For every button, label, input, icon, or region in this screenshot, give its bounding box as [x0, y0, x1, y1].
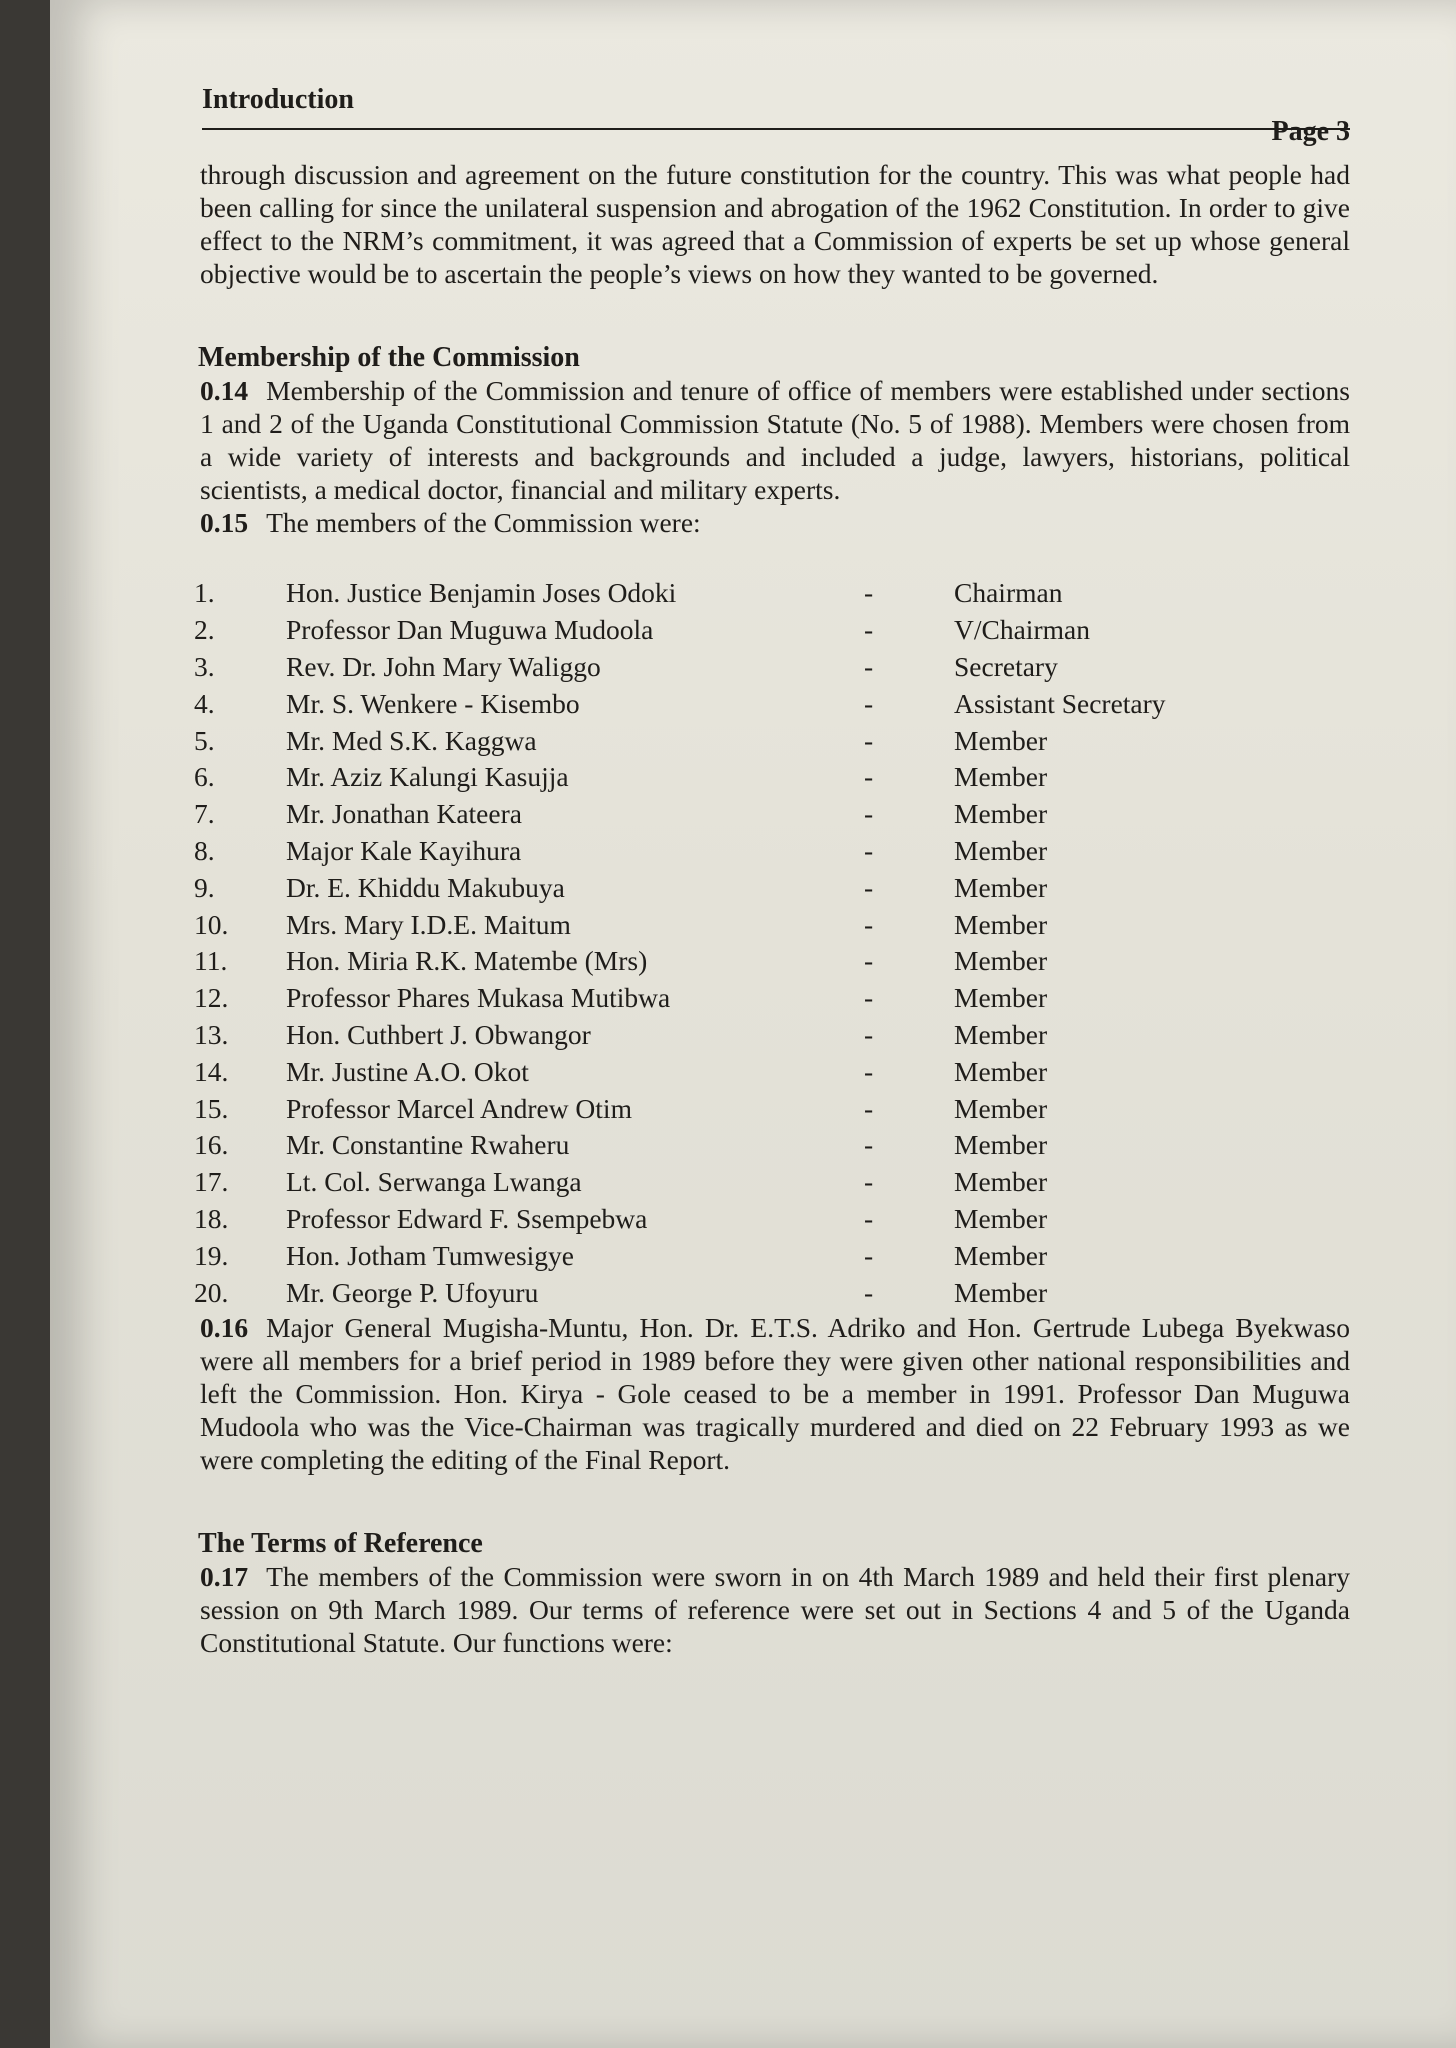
member-row	[194, 906, 1314, 943]
member-row	[194, 575, 1314, 612]
member-name: Mr. Aziz Kalungi Kasujja	[286, 761, 569, 793]
member-role: Member	[954, 1092, 1048, 1124]
member-role: Member	[954, 761, 1048, 793]
paragraph-number: 0.16	[200, 1311, 249, 1343]
member-row	[194, 1127, 1314, 1164]
member-row	[194, 1090, 1314, 1127]
member-row	[194, 1053, 1314, 1090]
member-name: Professor Edward F. Ssempebwa	[286, 1202, 648, 1234]
member-role: Member	[954, 945, 1048, 977]
member-name: Dr. E. Khiddu Makubuya	[286, 871, 565, 903]
member-name: Hon. Jotham Tumwesigye	[286, 1239, 575, 1271]
member-index: 18.	[194, 1202, 229, 1234]
member-row	[194, 722, 1314, 759]
member-dash: -	[864, 577, 874, 609]
member-index: 8.	[194, 834, 215, 866]
member-index: 11.	[194, 945, 228, 977]
member-name: Mr. S. Wenkere - Kisembo	[286, 687, 580, 719]
member-name: Mr. Jonathan Kateera	[286, 798, 522, 830]
member-dash: -	[864, 908, 874, 940]
paragraph-text: The members of the Commission were sworn in on 4th March 1989 and held their first plenary session on 9th March 1989. Our terms of reference were set out in Sections 4 and 5 of the Uganda Constitutional Statute. Our functions were:	[200, 1560, 1350, 1658]
member-name: Mrs. Mary I.D.E. Maitum	[286, 908, 571, 940]
member-role: Assistant Secretary	[954, 687, 1166, 719]
member-index: 10.	[194, 908, 229, 940]
member-role: Member	[954, 1239, 1048, 1271]
member-dash: -	[864, 1202, 874, 1234]
member-row	[194, 685, 1314, 722]
member-name: Professor Phares Mukasa Mutibwa	[286, 982, 671, 1014]
member-index: 6.	[194, 761, 215, 793]
member-name: Hon. Miria R.K. Matembe (Mrs)	[286, 945, 648, 977]
member-role: Member	[954, 1276, 1048, 1308]
member-dash: -	[864, 1239, 874, 1271]
member-row	[194, 796, 1314, 833]
paragraph-number: 0.15	[200, 507, 249, 538]
paragraph-0-16	[200, 1311, 1350, 1476]
member-name: Hon. Justice Benjamin Joses Odoki	[286, 577, 677, 609]
member-row	[194, 833, 1314, 870]
member-dash: -	[864, 650, 874, 682]
paragraph-text: Membership of the Commission and tenure of office of members were established under sections 1 and 2 of the Uganda Constitutional Commission Statute (No. 5 of 1988). Members were chosen from a wide variety of interests and backgrounds and included a judge, lawyers, historians, political scientists, a medical doctor, financial and military experts.	[200, 375, 1350, 505]
paragraph-text: Major General Mugisha-Muntu, Hon. Dr. E.T.S. Adriko and Hon. Gertrude Lubega Byekwaso were all members for a brief period in 1989 before they were given other national responsibilities and left the Commission. Hon. Kirya - Gole ceased to be a member in 1991. Professor Dan Muguwa Mudoola who was the Vice-Chairman was tragically murdered and died on 22 February 1993 as we were completing the editing of the Final Report.	[200, 1311, 1350, 1475]
intro-paragraph: through discussion and agreement on the future constitution for the country. This was what people had been calling for since the unilateral suspension and abrogation of the 1962 Constitution. In order to give effect to the NRM’s commitment, it was agreed that a Commission of experts be set up whose general objective would be to ascertain the people’s views on how they wanted to be governed.	[200, 159, 1350, 289]
member-role: Member	[954, 1202, 1048, 1234]
member-index: 14.	[194, 1055, 229, 1087]
member-dash: -	[864, 1166, 874, 1198]
member-index: 16.	[194, 1129, 229, 1161]
page-content	[150, 80, 1350, 1659]
member-row	[194, 869, 1314, 906]
member-index: 4.	[194, 687, 215, 719]
member-role: Member	[954, 908, 1048, 940]
member-name: Professor Dan Muguwa Mudoola	[286, 614, 654, 646]
member-role: Member	[954, 982, 1048, 1014]
member-dash: -	[864, 761, 874, 793]
member-row	[194, 1017, 1314, 1054]
member-row	[194, 1237, 1314, 1274]
member-name: Mr. Justine A.O. Okot	[286, 1055, 529, 1087]
member-dash: -	[864, 1055, 874, 1087]
member-role: Member	[954, 871, 1048, 903]
member-row	[194, 649, 1314, 686]
member-dash: -	[864, 871, 874, 903]
member-name: Professor Marcel Andrew Otim	[286, 1092, 632, 1124]
member-row	[194, 943, 1314, 980]
member-dash: -	[864, 614, 874, 646]
members-list	[194, 575, 1314, 1311]
paragraph-0-14	[200, 374, 1350, 506]
member-row	[194, 1274, 1314, 1311]
member-dash: -	[864, 834, 874, 866]
header-rule	[202, 128, 1350, 130]
member-index: 1.	[194, 577, 215, 609]
member-dash: -	[864, 945, 874, 977]
member-index: 9.	[194, 871, 215, 903]
heading-terms-of-reference: The Terms of Reference	[198, 1527, 483, 1559]
heading-membership: Membership of the Commission	[198, 342, 580, 373]
member-row	[194, 980, 1314, 1017]
paragraph-0-17	[200, 1560, 1350, 1659]
member-name: Rev. Dr. John Mary Waliggo	[286, 650, 601, 682]
member-dash: -	[864, 1276, 874, 1308]
member-index: 13.	[194, 1018, 229, 1050]
book-page	[50, 0, 1456, 2048]
member-dash: -	[864, 798, 874, 830]
member-name: Lt. Col. Serwanga Lwanga	[286, 1166, 582, 1198]
member-name: Hon. Cuthbert J. Obwangor	[286, 1018, 591, 1050]
member-row	[194, 1164, 1314, 1201]
member-role: V/Chairman	[954, 614, 1090, 646]
member-name: Mr. George P. Ufoyuru	[286, 1276, 539, 1308]
member-index: 19.	[194, 1239, 229, 1271]
running-header	[150, 80, 1350, 158]
member-index: 20.	[194, 1276, 229, 1308]
member-index: 15.	[194, 1092, 229, 1124]
member-index: 12.	[194, 982, 229, 1014]
member-role: Chairman	[954, 577, 1063, 609]
member-role: Secretary	[954, 650, 1058, 682]
member-role: Member	[954, 834, 1048, 866]
member-dash: -	[864, 982, 874, 1014]
member-role: Member	[954, 1018, 1048, 1050]
paragraph-0-15	[200, 506, 1350, 539]
member-index: 5.	[194, 724, 215, 756]
member-index: 7.	[194, 798, 215, 830]
member-index: 3.	[194, 650, 215, 682]
member-dash: -	[864, 1092, 874, 1124]
member-row	[194, 612, 1314, 649]
page-number: Page 3	[1271, 116, 1350, 147]
member-name: Mr. Constantine Rwaheru	[286, 1129, 570, 1161]
member-role: Member	[954, 1055, 1048, 1087]
member-dash: -	[864, 724, 874, 756]
member-role: Member	[954, 1166, 1048, 1198]
member-dash: -	[864, 1018, 874, 1050]
member-name: Major Kale Kayihura	[286, 834, 522, 866]
member-dash: -	[864, 1129, 874, 1161]
paragraph-number: 0.14	[200, 375, 249, 406]
member-role: Member	[954, 798, 1048, 830]
member-role: Member	[954, 724, 1048, 756]
member-index: 2.	[194, 614, 215, 646]
member-row	[194, 759, 1314, 796]
paragraph-number: 0.17	[200, 1560, 249, 1592]
member-dash: -	[864, 687, 874, 719]
header-section-title: Introduction	[202, 84, 354, 115]
member-row	[194, 1201, 1314, 1238]
member-index: 17.	[194, 1166, 229, 1198]
paragraph-text: The members of the Commission were:	[266, 507, 701, 538]
member-role: Member	[954, 1129, 1048, 1161]
member-name: Mr. Med S.K. Kaggwa	[286, 724, 537, 756]
